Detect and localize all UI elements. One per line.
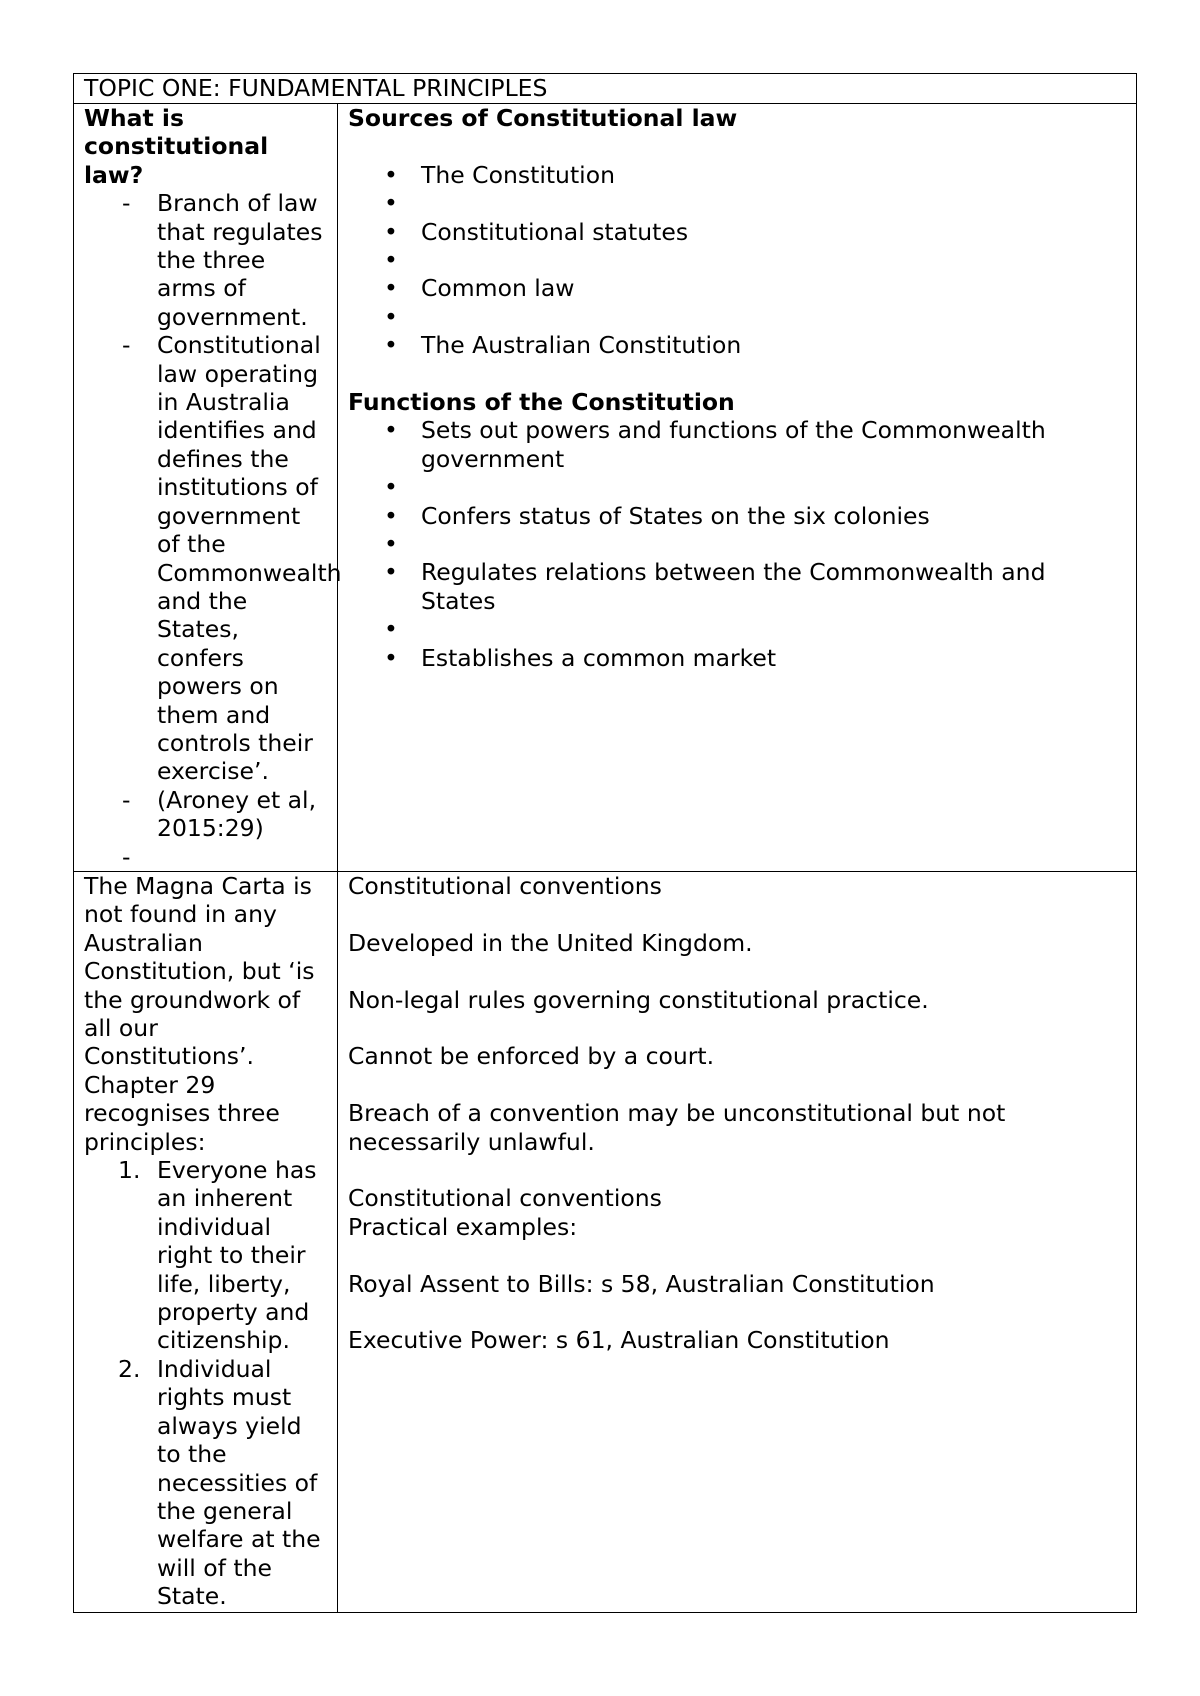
what-is-heading: What is constitutional law?	[84, 104, 269, 189]
notes-table	[73, 73, 1137, 1613]
empty-list-item	[84, 843, 327, 871]
list-item: • Sets out powers and functions of the Commonwealth government	[348, 416, 1126, 473]
list-item: - (Aroney et al, 2015:29)	[84, 786, 327, 843]
conventions-non-legal: Non-legal rules governing constitutional practice.	[348, 985, 929, 1014]
list-item	[84, 1355, 327, 1611]
what-is-list	[84, 189, 342, 871]
what-is-cell	[74, 104, 342, 872]
table-row	[74, 104, 1137, 872]
list-item: • Establishes a common market	[348, 644, 1126, 672]
conventions-developed: Developed in the United Kingdom.	[348, 928, 753, 957]
list-item: • Common law	[348, 274, 1126, 302]
conventions-heading-2: Constitutional conventions	[348, 1184, 662, 1213]
magna-carta-intro: The Magna Carta is not found in any Australian Constitution, but ‘is the groundwork of all our Constitutions’. Chapter 29 recognises three principles:	[84, 871, 315, 1156]
sources-cell	[338, 104, 1137, 872]
conventions-breach: Breach of a convention may be unconstitutional but not necessarily unlawful.	[348, 1099, 1006, 1156]
principles-list	[84, 1156, 327, 1611]
magna-carta-cell	[74, 871, 338, 1612]
list-item: • The Constitution	[348, 161, 1126, 189]
list-item: - Constitutional law operating in Australia identifies and defines the institutions of government of the Commonwealth and the States, confers powers on them and controls their exercise’.	[84, 331, 327, 786]
example-royal-assent: Royal Assent to Bills: s 58, Australian Constitution	[348, 1269, 935, 1298]
topic-title: TOPIC ONE: FUNDAMENTAL PRINCIPLES	[74, 74, 1137, 104]
table-row	[74, 871, 1137, 1612]
conventions-not-enforced: Cannot be enforced by a court.	[348, 1042, 715, 1071]
sources-list	[348, 161, 1126, 360]
sources-heading: Sources of Constitutional law	[348, 104, 738, 132]
list-item: • Regulates relations between the Commonwealth and States	[348, 558, 1126, 615]
list-number: 1.	[118, 1156, 141, 1185]
list-item: • The Australian Constitution	[348, 331, 1126, 359]
title-row	[74, 74, 1137, 104]
conventions-heading: Constitutional conventions	[348, 871, 662, 900]
list-number: 2.	[118, 1354, 141, 1383]
principle-text: Everyone has an inherent individual right to their life, liberty, property and citizenship.	[157, 1156, 317, 1355]
functions-list	[348, 416, 1126, 672]
list-item: • Constitutional statutes	[348, 218, 1126, 246]
principle-text: Individual rights must always yield to the necessities of the general welfare at the will of the State.	[157, 1354, 321, 1611]
example-executive-power: Executive Power: s 61, Australian Constitution	[348, 1326, 890, 1355]
conventions-cell	[338, 871, 1137, 1612]
functions-heading: Functions of the Constitution	[348, 387, 735, 416]
list-item: - Branch of law that regulates the three arms of government.	[84, 189, 327, 331]
list-item: • Confers status of States on the six colonies	[348, 502, 1126, 530]
practical-examples-label: Practical examples:	[348, 1212, 578, 1241]
list-item	[84, 1156, 327, 1355]
